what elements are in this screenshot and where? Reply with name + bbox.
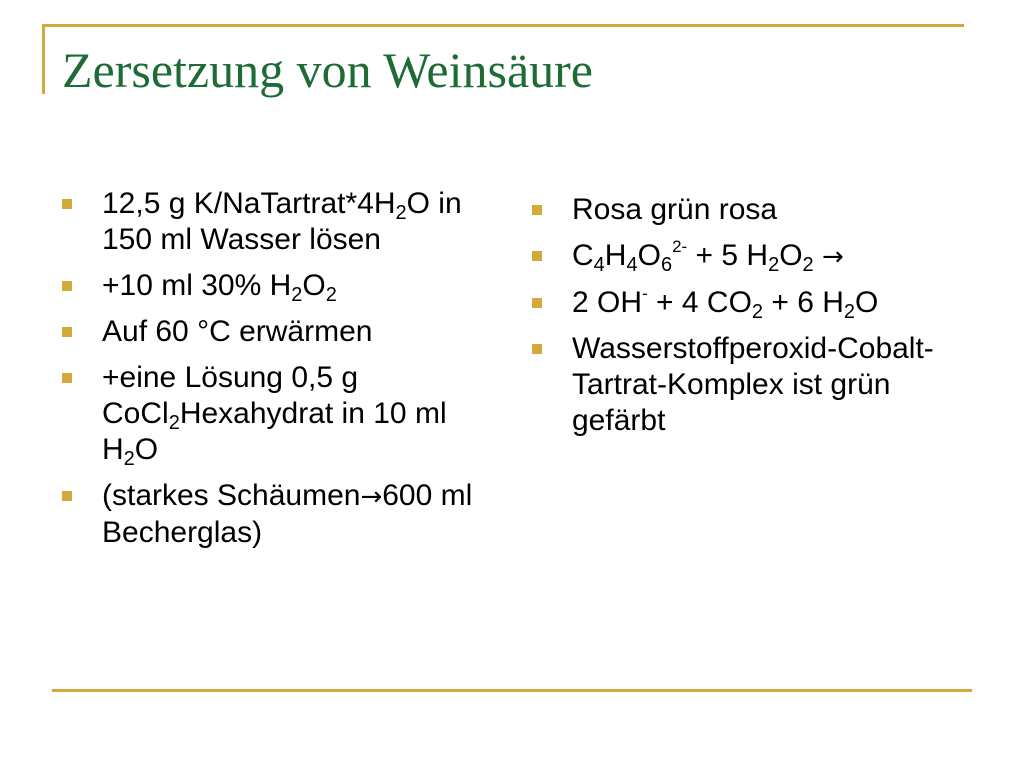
square-bullet-icon bbox=[62, 327, 72, 337]
text-segment: +eine Lösung 0,5 g CoCl bbox=[102, 361, 359, 430]
square-bullet-icon bbox=[532, 344, 542, 354]
square-bullet-icon bbox=[532, 298, 542, 308]
text-segment: +10 ml 30% H bbox=[102, 269, 292, 302]
text-segment: 4 bbox=[593, 254, 605, 276]
text-segment: O bbox=[637, 239, 661, 272]
list-item bbox=[532, 285, 972, 321]
text-segment: 2 bbox=[395, 202, 407, 224]
text-segment: + 5 H bbox=[687, 239, 769, 272]
text-segment: Rosa grün rosa bbox=[572, 193, 778, 226]
text-segment: 2 bbox=[802, 254, 814, 276]
square-bullet-icon bbox=[62, 373, 72, 383]
text-segment bbox=[814, 239, 822, 272]
text-segment: O bbox=[302, 269, 326, 302]
text-segment: 2 bbox=[291, 284, 303, 306]
text-segment: 2 bbox=[751, 301, 764, 323]
frame-left-line bbox=[42, 24, 45, 94]
right-bullet-list bbox=[532, 192, 972, 449]
text-segment: 12,5 g K/NaTartrat*4H bbox=[102, 187, 396, 220]
list-item bbox=[62, 186, 482, 258]
text-segment: 2 bbox=[843, 301, 856, 323]
text-segment: C bbox=[572, 239, 594, 272]
left-bullet-list bbox=[62, 186, 482, 561]
text-segment: 2 bbox=[768, 254, 780, 276]
text-segment: O in 150 ml Wasser lösen bbox=[102, 187, 462, 256]
list-item bbox=[62, 360, 482, 468]
text-segment: 2 bbox=[168, 412, 180, 434]
text-segment: H bbox=[604, 239, 627, 272]
square-bullet-icon bbox=[62, 491, 72, 501]
text-segment: 4 bbox=[626, 254, 638, 276]
list-item bbox=[62, 268, 482, 304]
arrow-icon: → bbox=[822, 242, 844, 272]
text-segment: Auf 60 °C erwärmen bbox=[102, 315, 373, 348]
list-item bbox=[62, 314, 482, 350]
text-segment: + 6 H bbox=[763, 286, 844, 319]
slide-title: Zersetzung von Weinsäure bbox=[62, 42, 593, 98]
text-segment: Hexahydrat in 10 ml H bbox=[102, 397, 447, 466]
text-segment: 2 OH bbox=[572, 286, 643, 319]
text-segment: O bbox=[134, 433, 159, 466]
frame-bottom-line bbox=[52, 689, 972, 692]
square-bullet-icon bbox=[62, 199, 72, 209]
list-item bbox=[532, 238, 972, 275]
list-item bbox=[532, 192, 972, 228]
list-item bbox=[62, 478, 482, 551]
text-segment: + 4 CO bbox=[647, 286, 752, 319]
arrow-icon: → bbox=[360, 482, 383, 512]
text-segment: O bbox=[855, 286, 879, 319]
square-bullet-icon bbox=[532, 251, 542, 261]
text-segment: 6 bbox=[660, 254, 673, 276]
text-segment: (starkes Schäumen bbox=[102, 479, 361, 512]
frame-top-line bbox=[42, 24, 964, 27]
text-segment: 2- bbox=[672, 237, 688, 256]
text-segment: 2 bbox=[123, 448, 135, 470]
list-item bbox=[532, 331, 972, 439]
text-segment: 2 bbox=[325, 284, 337, 306]
square-bullet-icon bbox=[62, 281, 72, 291]
text-segment: Wasserstoffperoxid-Cobalt-Tartrat-Komplex ist grün gefärbt bbox=[572, 332, 934, 437]
text-segment: - bbox=[642, 284, 648, 303]
text-segment: O bbox=[779, 239, 803, 272]
square-bullet-icon bbox=[532, 205, 542, 215]
text-segment: 600 ml Becherglas) bbox=[102, 479, 473, 549]
